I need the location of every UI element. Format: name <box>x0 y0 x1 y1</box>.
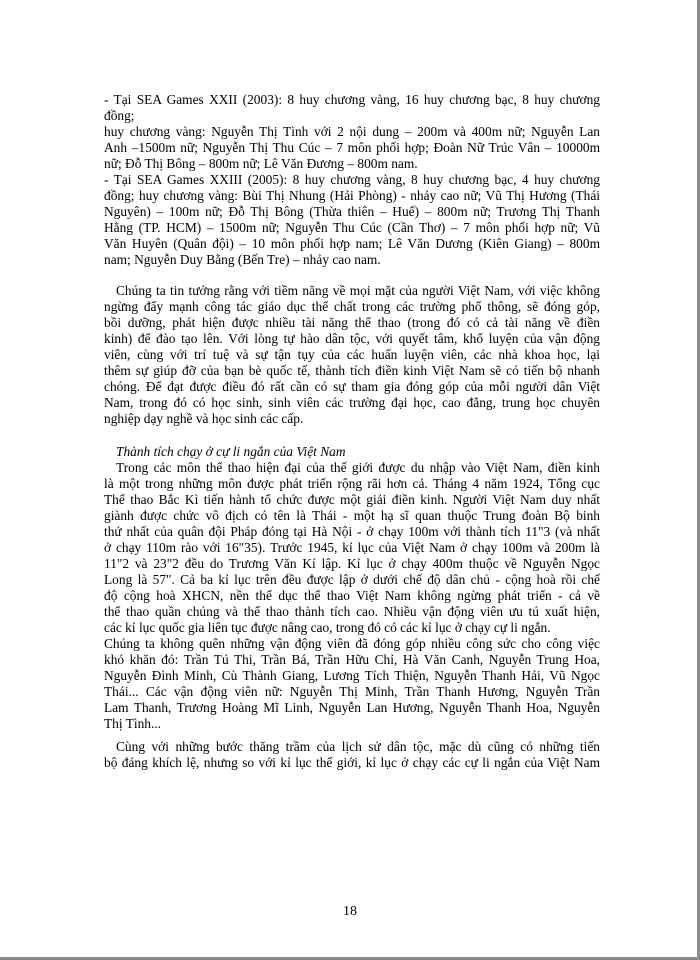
text-line: ngừng đẩy mạnh công tác giáo dục thể chất trong các trường phổ thông, sẽ đóng góp, <box>104 299 600 314</box>
text-line: giành được chức vô địch có tên là Thái - một hạ sĩ quan thuộc Trung đoàn Bộ binh <box>104 508 600 523</box>
page-number: 18 <box>343 904 357 919</box>
text-line: bộ đáng khích lệ, nhưng so với kỉ lục thế giới, kỉ lục ở chạy các cự li ngắn của Việt Nam <box>104 755 600 770</box>
text-line: - Tại SEA Games XXIII (2005): 8 huy chương vàng, 8 huy chương bạc, 4 huy chương <box>104 172 600 187</box>
text-line: kinh) để đào tạo lên. Với lòng tự hào dân tộc, với quyết tâm, khổ luyện của vận động <box>104 331 600 346</box>
text-line: Chúng ta không quên những vận động viên đã đóng góp nhiều công sức cho công việc <box>104 636 600 651</box>
text-line: bồi dưỡng, phát hiện được nhiều tài năng thể thao (trong đó có cả tài năng về điền <box>104 315 600 330</box>
text-line: đồng; <box>104 108 135 123</box>
text-line: Nam, trong đó có học sinh, sinh viên các trường đại học, cao đẳng, trung học chuyên <box>104 395 600 410</box>
text-line: Lam Thanh, Trương Hoàng Mĩ Linh, Nguyễn Lan Hương, Nguyễn Thanh Hoa, Nguyễn <box>104 700 600 715</box>
text-line: Thể thao Bắc Kì tiến hành tổ chức được một giải điền kinh. Người Việt Nam duy nhất <box>104 492 600 507</box>
text-line: viên, cùng với trí tuệ và sự tận tụy của các huấn luyện viên, các nhà khoa học, lại <box>104 347 600 362</box>
text-line: các kỉ lục quốc gia liên tục được nâng cao, trong đó có các kỉ lục ở chạy cự li ngắn. <box>104 620 551 635</box>
text-line: - Tại SEA Games XXII (2003): 8 huy chương vàng, 16 huy chương bạc, 8 huy chương <box>104 92 600 107</box>
text-line: 11"2 và 23"2 đều do Trương Văn Kí lập. Kỉ lục ở chạy 400m thuộc về Nguyễn Ngọc <box>104 556 600 571</box>
text-line: thứ nhất của quân đội Pháp đóng tại Hà Nội - ở chạy 100m với thành tích 11"3 (và nhất <box>104 524 600 539</box>
text-line: khó khăn đó: Trần Tú Thi, Trần Bá, Trần Hữu Chỉ, Hà Văn Canh, Nguyễn Trung Hoa, <box>104 652 600 667</box>
text-line: thể thao quần chúng và thể thao thành tích cao. Nhiều vận động viên ưu tú xuất hiện, <box>104 604 600 619</box>
text-line: là một trong những môn được phát triển rộng rãi hơn cả. Tháng 4 năm 1924, Tổng cục <box>104 476 600 491</box>
text-line: thêm sự giúp đỡ của bạn bè quốc tế, thành tích điền kinh Việt Nam sẽ có tiến bộ nhanh <box>104 363 600 378</box>
text-line: Thái... Các vận động viên nữ: Nguyễn Thị Minh, Trần Thanh Hương, Nguyễn Trần <box>104 684 600 699</box>
text-line: đồng; huy chương vàng: Bùi Thị Nhung (Hải Phòng) - nhảy cao nữ; Vũ Thị Hương (Thái <box>104 188 600 203</box>
text-line: Chúng ta tin tưởng rằng với tiềm năng về mọi mặt của người Việt Nam, với việc không <box>116 283 600 298</box>
text-line: nam; Nguyễn Duy Bằng (Bến Tre) – nhảy cao nam. <box>104 252 381 267</box>
text-line: Thị Tình... <box>104 716 162 731</box>
text-line: nghiệp dạy nghề và học sinh các cấp. <box>104 411 304 426</box>
text-line: Nguyễn Đình Minh, Cù Thành Giang, Lương Tích Thiện, Nguyễn Thanh Hải, Vũ Ngọc <box>104 668 600 683</box>
text-line: độ cộng hoà XHCN, nền thể dục thể thao Việt Nam không ngừng phát triển - cả về <box>104 588 600 603</box>
section-title: Thành tích chạy ở cự li ngắn của Việt Nam <box>116 444 346 459</box>
text-line: chóng. Để đạt được điều đó rất cần có sự tham gia đóng góp của mỗi người dân Việt <box>104 379 600 394</box>
text-line: huy chương vàng: Nguyễn Thị Tình với 2 nội dung – 200m và 400m nữ; Nguyễn Lan <box>104 124 600 139</box>
text-line: Văn Huyên (Quân đội) – 10 môn phối hợp nam; Lê Văn Dương (Kiên Giang) – 800m <box>104 236 600 251</box>
text-line: Anh –1500m nữ; Nguyễn Thị Thu Cúc – 7 môn phối hợp; Đoàn Nữ Trúc Vân – 10000m <box>104 140 600 155</box>
text-line: nữ; Đỗ Thị Bông – 800m nữ; Lê Văn Đương – 800m nam. <box>104 156 418 171</box>
text-line: Nguyên) – 100m nữ; Đỗ Thị Bông (Thừa thiên – Huế) – 800m nữ; Trương Thị Thanh <box>104 204 600 219</box>
text-line: Hằng (TP. HCM) – 1500m nữ; Nguyễn Thu Cúc (Cần Thơ) – 7 môn phối hợp nữ; Vũ <box>104 220 600 235</box>
text-line: Trong các môn thể thao hiện đại của thế giới được du nhập vào Việt Nam, điền kinh <box>116 460 600 475</box>
text-line: ở chạy 110m rào với 16"35). Trước 1945, kỉ lục của Việt Nam ở chạy 100m và 200m là <box>104 540 600 555</box>
text-line: Cùng với những bước thăng trầm của lịch sử dân tộc, mặc dù cũng có những tiến <box>116 739 600 754</box>
text-line: Long là 57". Cả ba kỉ lục trên đều được lập ở dưới chế độ dân chủ - cộng hoà rồi chế <box>104 572 600 587</box>
